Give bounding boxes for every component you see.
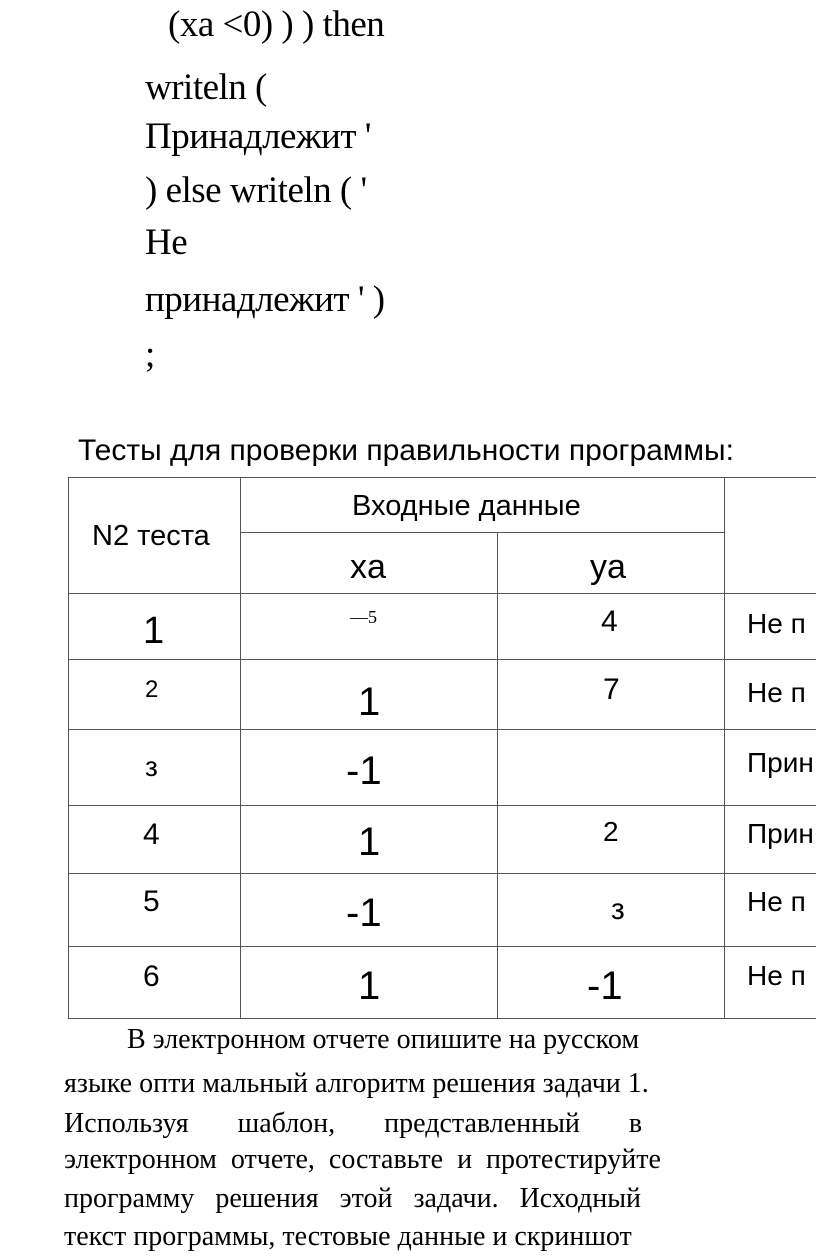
- row2-result: Не п: [747, 677, 806, 708]
- paragraph-line-5: программу решения этой задачи. Исходный: [64, 1183, 642, 1214]
- row3-num: з: [145, 751, 158, 782]
- table-line-row2: [68, 729, 816, 730]
- header-xa: xa: [350, 548, 386, 586]
- row4-ya: 2: [603, 816, 619, 847]
- table-line-subheader: [240, 532, 724, 533]
- code-line-7: ;: [145, 334, 155, 375]
- header-test-number: N2 теста: [92, 520, 210, 552]
- table-border-bottom: [68, 1018, 816, 1019]
- row6-num: 6: [143, 960, 160, 993]
- table-line-row1: [68, 659, 816, 660]
- row5-result: Не п: [747, 886, 806, 917]
- row2-ya: 7: [603, 673, 620, 706]
- table-caption: Тесты для проверки правильности программы:: [78, 434, 734, 467]
- paragraph-line-3: Используя шаблон, представленный в: [64, 1108, 643, 1139]
- row1-result: Не п: [747, 608, 806, 639]
- code-line-5: Не: [145, 222, 188, 263]
- row6-ya: -1: [587, 964, 623, 1008]
- row4-xa: 1: [358, 820, 381, 864]
- table-line-row3: [68, 805, 816, 806]
- row5-num: 5: [143, 885, 160, 918]
- table-col-line-2: [497, 532, 498, 1019]
- row6-result: Не п: [747, 960, 806, 991]
- code-line-3: Принадлежит ': [145, 116, 371, 157]
- header-ya: ya: [590, 548, 626, 586]
- row3-xa: -1: [346, 749, 382, 793]
- paragraph-line-1: В электронном отчете опишите на русском: [64, 1024, 640, 1055]
- row1-num: 1: [143, 610, 165, 652]
- table-line-header-bottom: [68, 593, 816, 594]
- paragraph-line-4: электронном отчете, составьте и протестируйте: [64, 1144, 661, 1175]
- row1-ya: 4: [601, 605, 618, 638]
- paragraph-line-6: текст программы, тестовые данные и скриншот: [64, 1221, 632, 1252]
- code-line-6: принадлежит ' ): [145, 279, 385, 320]
- row1-xa: —5: [350, 607, 377, 627]
- paragraph-line-2: языке опти мальный алгоритм решения задачи 1.: [64, 1068, 649, 1099]
- table-line-row4: [68, 873, 816, 874]
- table-border-top: [68, 477, 816, 478]
- table-border-left: [68, 477, 69, 1019]
- row3-result: Прин: [747, 747, 814, 778]
- code-line-4: ) else writeln ( ': [145, 170, 367, 211]
- row4-num: 4: [143, 818, 160, 851]
- table-col-line-1: [240, 477, 241, 1019]
- row5-xa: -1: [346, 891, 382, 935]
- code-line-2: writeln (: [145, 67, 267, 108]
- table-line-row5: [68, 946, 816, 947]
- row2-num: 2: [145, 676, 159, 703]
- header-input-data: Входные данные: [352, 490, 581, 522]
- row6-xa: 1: [358, 964, 381, 1008]
- row4-result: Прин: [747, 818, 814, 849]
- code-line-1: (xa <0) ) ) then: [168, 4, 385, 45]
- row2-xa: 1: [358, 680, 381, 724]
- table-col-line-3: [724, 477, 725, 1019]
- row5-ya: з: [611, 893, 625, 926]
